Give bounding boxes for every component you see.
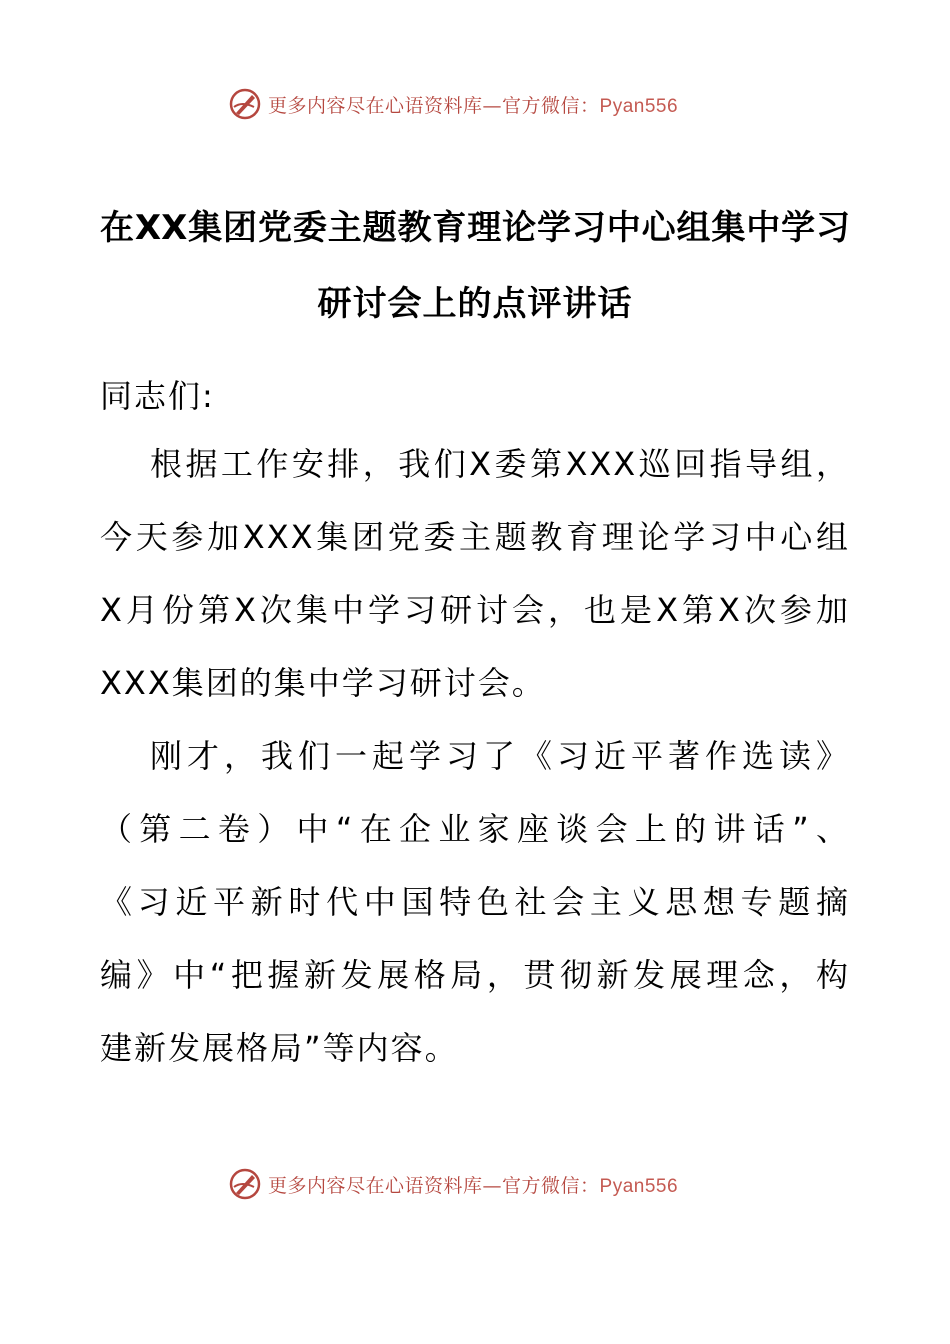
paragraph-line: XXX集团的集中学习研讨会。 — [100, 664, 546, 702]
paragraph-2 — [100, 720, 850, 1085]
watermark-account: Pyan556 — [599, 1175, 679, 1197]
watermark-text: 更多内容尽在心语资料库—官方微信：Pyan556 — [268, 94, 679, 117]
pen-circle-logo-icon — [228, 1167, 262, 1201]
paragraph-line: 根据工作安排，我们X委第XXX巡回指导组， — [150, 445, 850, 483]
watermark-text: 更多内容尽在心语资料库—官方微信：Pyan556 — [268, 1174, 679, 1197]
paragraph-line: （第二卷）中“在企业家座谈会上的讲话”、 — [100, 810, 850, 848]
paragraph-line: 《习近平新时代中国特色社会主义思想专题摘 — [100, 883, 850, 921]
pen-circle-logo-icon — [228, 87, 262, 121]
header-watermark — [228, 84, 728, 124]
document-title-line-1: 在XX集团党委主题教育理论学习中心组集中学习 — [100, 208, 850, 248]
paragraph-1 — [100, 428, 850, 720]
paragraph-line: 编》中“把握新发展格局，贯彻新发展理念，构 — [100, 956, 850, 994]
document-title-line-2: 研讨会上的点评讲话 — [317, 284, 633, 324]
paragraph-line: 今天参加XXX集团党委主题教育理论学习中心组 — [100, 518, 850, 556]
salutation: 同志们: — [100, 377, 215, 415]
footer-watermark — [228, 1164, 728, 1204]
paragraph-line: X月份第X次集中学习研讨会，也是X第X次参加 — [100, 591, 850, 629]
watermark-account: Pyan556 — [599, 95, 679, 117]
paragraph-line: 建新发展格局”等内容。 — [100, 1029, 459, 1067]
paragraph-line: 刚才，我们一起学习了《习近平著作选读》 — [150, 737, 850, 775]
